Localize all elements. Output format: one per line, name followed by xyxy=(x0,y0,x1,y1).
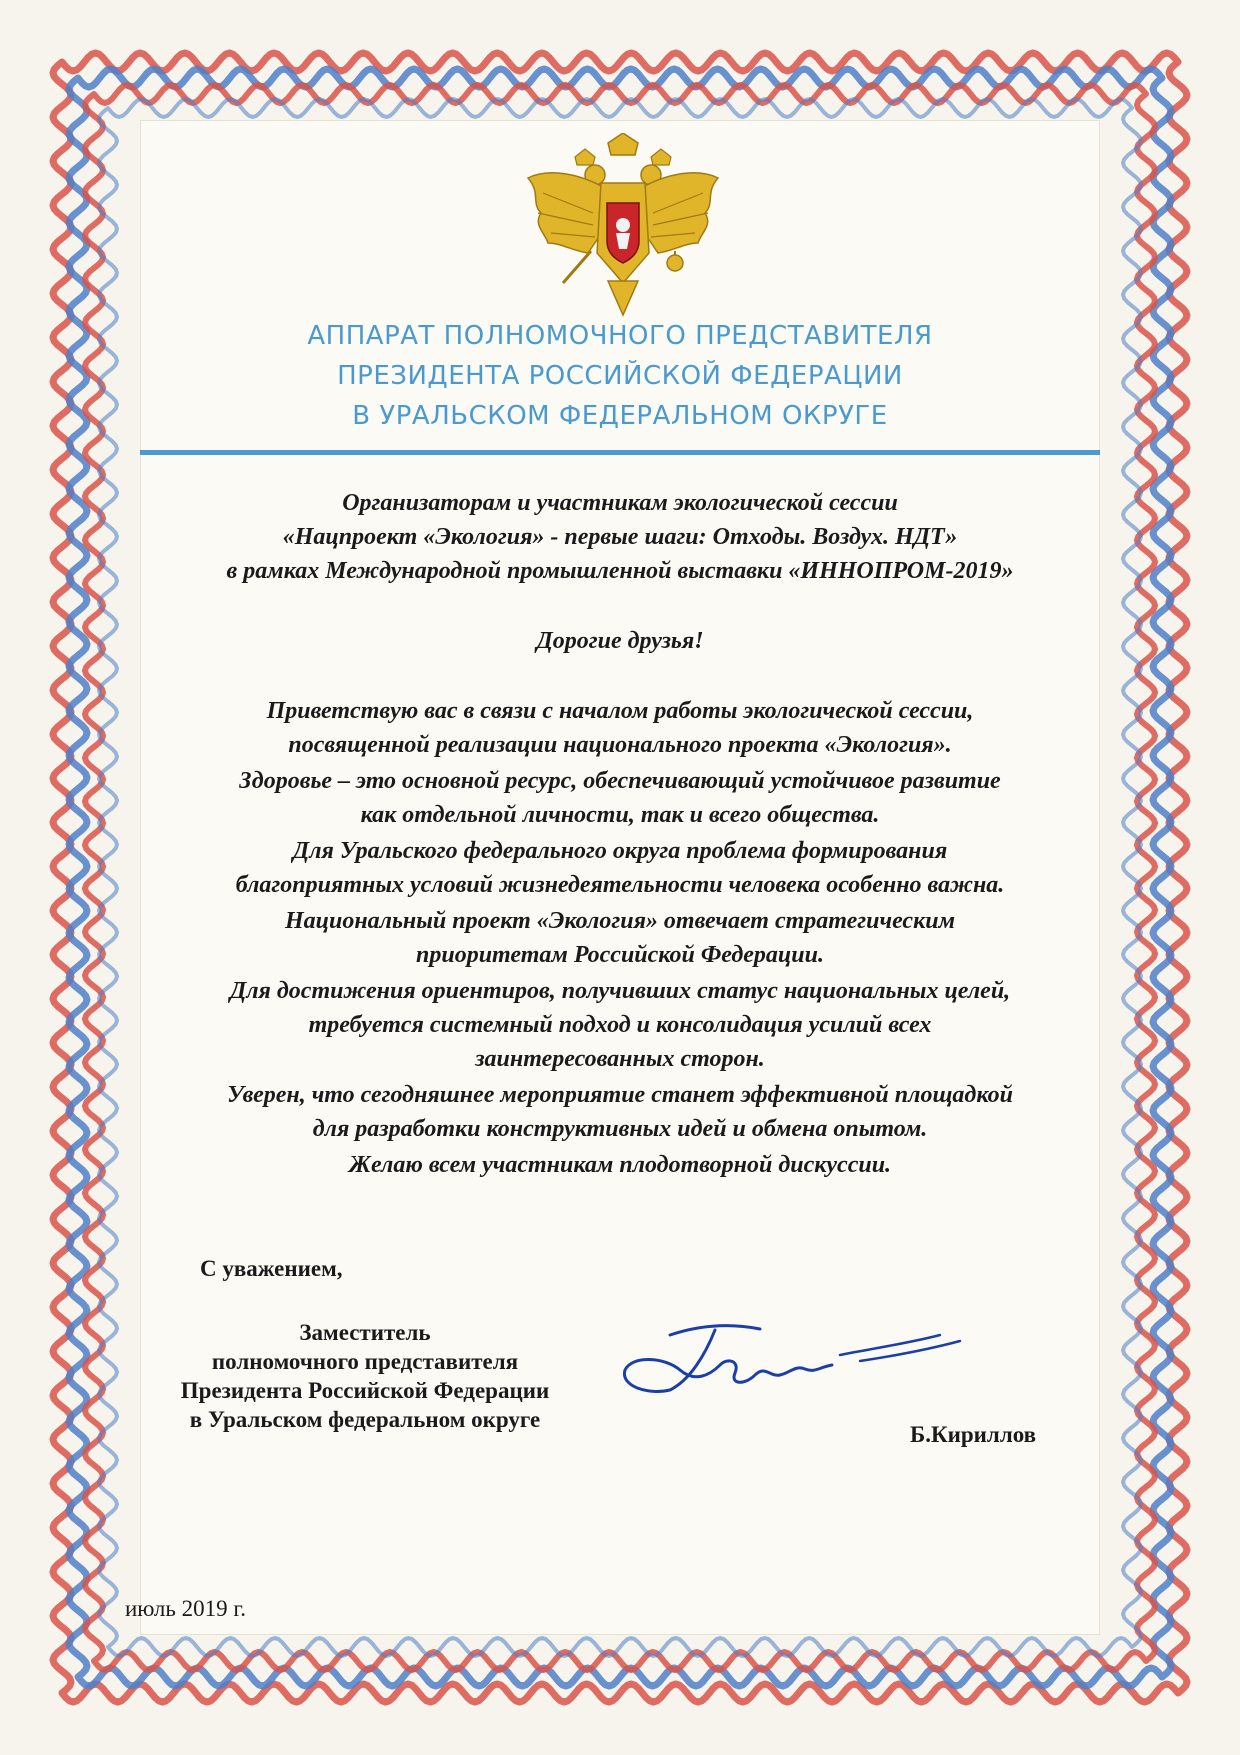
document-date: июль 2019 г. xyxy=(125,1596,246,1621)
closing: С уважением, xyxy=(200,1256,343,1281)
signatory-title-line: полномочного представителя xyxy=(211,1349,519,1374)
header-line-3: В УРАЛЬСКОМ ФЕДЕРАЛЬНОМ ОКРУГЕ xyxy=(352,401,888,431)
body-line: благоприятных условий жизнедеятельности человека особенно важна. xyxy=(235,872,1005,898)
signatory-title-line: Президента Российской Федерации xyxy=(180,1378,550,1403)
salutation: Дорогие друзья! xyxy=(536,628,704,654)
body-line: Для достижения ориентиров, получивших статус национальных целей, xyxy=(229,978,1011,1004)
body-line: Для Уральского федерального округа проблема формирования xyxy=(292,838,948,864)
address-line: в рамках Международной промышленной выставки «ИННОПРОМ-2019» xyxy=(226,558,1014,584)
body-line: приоритетам Российской Федерации. xyxy=(416,942,824,968)
body-line: Здоровье – это основной ресурс, обеспечивающий устойчивое развитие xyxy=(239,768,1001,794)
header-divider xyxy=(140,450,1100,455)
address-line: «Нацпроект «Экология» - первые шаги: Отходы. Воздух. НДТ» xyxy=(282,524,958,550)
body-line: заинтересованных сторон. xyxy=(475,1046,765,1072)
handwritten-signature xyxy=(610,1295,1010,1415)
body-line: как отдельной личности, так и всего общества. xyxy=(360,802,880,828)
body-line: Приветствую вас в связи с началом работы экологической сессии, xyxy=(266,698,974,724)
signatory-name: Б.Кириллов xyxy=(910,1422,1037,1447)
signatory-title-line: Заместитель xyxy=(299,1320,431,1345)
address-line: Организаторам и участникам экологической сессии xyxy=(342,490,898,516)
body-line: Уверен, что сегодняшнее мероприятие станет эффективной площадкой xyxy=(227,1082,1013,1108)
signatory-title xyxy=(130,1318,600,1434)
body-line: для разработки конструктивных идей и обмена опытом. xyxy=(312,1116,928,1142)
body-line: Национальный проект «Экология» отвечает стратегическим xyxy=(284,908,956,934)
header-line-1: АППАРАТ ПОЛНОМОЧНОГО ПРЕДСТАВИТЕЛЯ xyxy=(307,321,933,351)
body-line: требуется системный подход и консолидация усилий всех xyxy=(308,1012,932,1038)
signatory-title-line: в Уральском федеральном округе xyxy=(189,1407,541,1432)
header-line-2: ПРЕЗИДЕНТА РОССИЙСКОЙ ФЕДЕРАЦИИ xyxy=(337,361,903,391)
coat-of-arms-icon xyxy=(523,133,723,323)
body-line: посвященной реализации национального проекта «Экология». xyxy=(288,732,952,758)
body-line: Желаю всем участникам плодотворной дискуссии. xyxy=(348,1152,892,1178)
